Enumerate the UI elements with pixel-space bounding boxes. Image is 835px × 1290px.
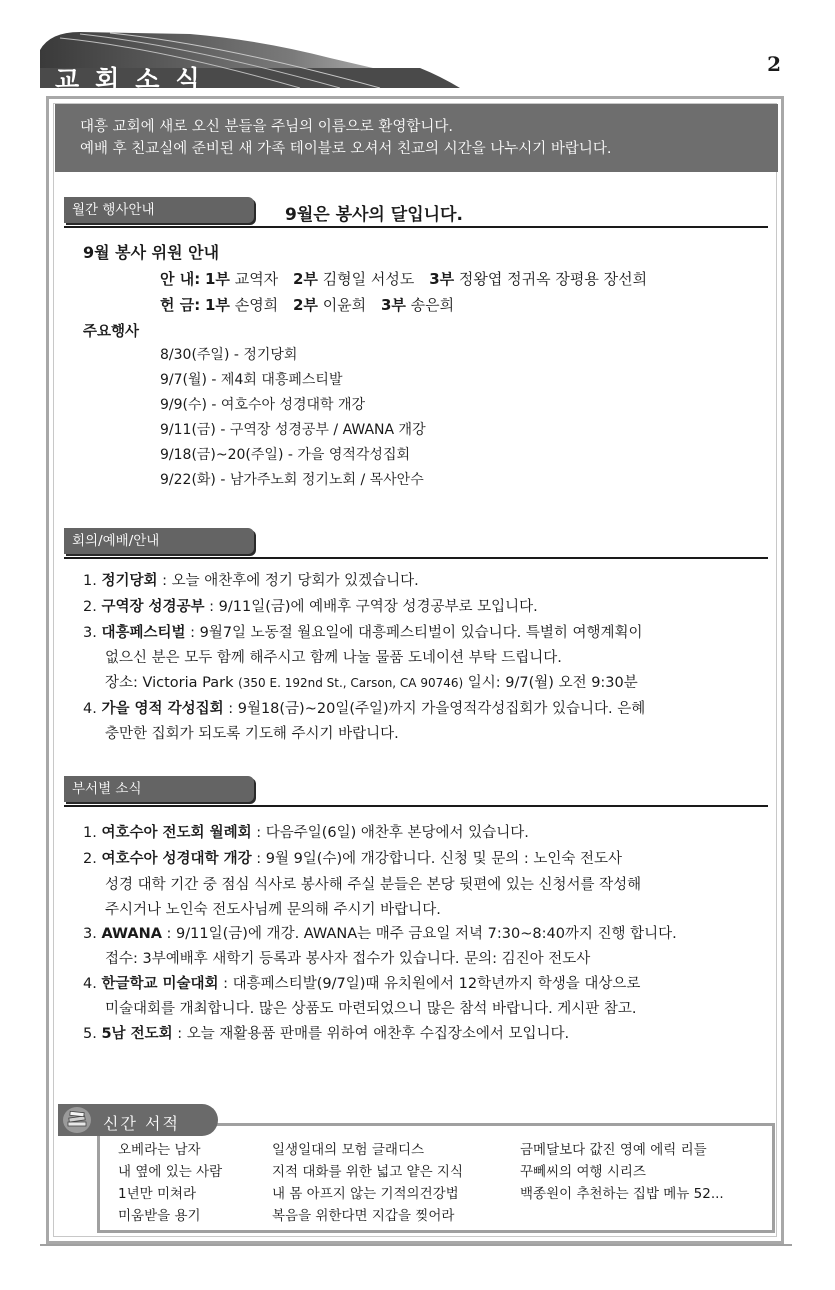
footer-rule — [40, 1244, 792, 1246]
department-item — [83, 972, 640, 993]
department-item — [83, 1022, 569, 1043]
event-item: 9/9(수) - 여호수아 성경대학 개강 — [160, 397, 366, 413]
part-label: 2부 — [292, 296, 318, 314]
new-books-title: 신간 서적 — [103, 1114, 180, 1133]
department-item — [83, 847, 622, 868]
item-text: : 9/11일(금)에 개강. AWANA는 매주 금요일 저녁 7:30~8:40까지 진행 합니다. — [161, 926, 677, 942]
item-title: AWANA — [101, 926, 162, 942]
volunteer-names: 교역자 — [234, 270, 279, 288]
item-text: : 오늘 재활용품 판매를 위하여 애찬후 수집장소에서 모입니다. — [172, 1026, 570, 1042]
guide-row — [160, 268, 647, 289]
item-title: 정기당회 — [101, 573, 158, 589]
festival-place-line — [105, 671, 638, 692]
monthly-headline: 9월은 봉사의 달입니다. — [285, 205, 463, 225]
item-number: 4. — [83, 701, 97, 717]
volunteer-names: 이윤희 — [322, 296, 367, 314]
book-title: 지적 대화를 위한 넓고 얕은 지식 — [272, 1164, 463, 1180]
volunteers-title: 9월 봉사 위원 안내 — [83, 243, 220, 262]
welcome-line: 예배 후 친교실에 준비된 새 가족 테이블로 오셔서 친교의 시간을 나누시기 바랍니다. — [80, 141, 612, 157]
book-title: 1년만 미쳐라 — [118, 1186, 197, 1202]
item-text: : 9/11일(금)에 예배후 구역장 성경공부로 모입니다. — [204, 599, 538, 615]
item-text: : 9월18(금)~20일(주일)까지 가을영적각성집회가 있습니다. 은혜 — [223, 701, 646, 717]
section-tab-meetings: 회의/예배/안내 — [64, 528, 254, 554]
item-text: : 대흥페스티발(9/7일)때 유치원에서 12학년까지 학생을 대상으로 — [218, 976, 641, 992]
item-number: 4. — [83, 976, 97, 992]
section-rule — [64, 557, 768, 559]
item-text: : 9월 9일(수)에 개강합니다. 신청 및 문의 : 노인숙 전도사 — [251, 851, 622, 867]
item-text: : 오늘 애찬후에 정기 당회가 있겠습니다. — [157, 573, 419, 589]
department-item-continued: 성경 대학 기간 중 점심 식사로 봉사해 주실 분들은 본당 뒷편에 있는 신청서를 작성해 — [105, 877, 642, 893]
part-label: 2부 — [292, 270, 318, 288]
section-rule — [64, 805, 768, 807]
meeting-item-continued: 충만한 집회가 되도록 기도해 주시기 바랍니다. — [105, 726, 399, 742]
item-title: 대흥페스티벌 — [101, 625, 186, 641]
item-title: 한글학교 미술대회 — [101, 976, 219, 992]
section-tab-departments: 부서별 소식 — [64, 776, 254, 802]
event-item: 9/22(화) - 남가주노회 정기노회 / 목사안수 — [160, 472, 424, 488]
meeting-item — [83, 595, 538, 616]
book-title: 오베라는 남자 — [118, 1142, 201, 1158]
meeting-item — [83, 621, 643, 642]
item-title: 5남 전도회 — [101, 1026, 173, 1042]
event-item: 8/30(주일) - 정기당회 — [160, 347, 298, 363]
item-number: 5. — [83, 1026, 97, 1042]
place-address: (350 E. 192nd St., Carson, CA 90746) — [238, 676, 464, 690]
item-number: 1. — [83, 573, 97, 589]
volunteer-names: 김형일 서성도 — [322, 270, 415, 288]
book-title: 일생일대의 모험 글래디스 — [272, 1142, 425, 1158]
part-label: 3부 — [429, 270, 455, 288]
offering-row — [160, 294, 454, 315]
place-label: 장소: Victoria Park — [105, 675, 239, 691]
event-item: 9/11(금) - 구역장 성경공부 / AWANA 개강 — [160, 422, 426, 438]
item-text: : 다음주일(6일) 애찬후 본당에서 있습니다. — [251, 825, 529, 841]
department-item-continued: 미술대회를 개최합니다. 많은 상품도 마련되었으니 많은 참석 바랍니다. 게시판 참고. — [105, 1001, 637, 1017]
part-label: 1부 — [204, 270, 230, 288]
page-number: 2 — [767, 52, 781, 76]
item-text: : 9월7일 노동절 월요일에 대흥페스티벌이 있습니다. 특별히 여행계획이 — [185, 625, 643, 641]
department-item-continued: 접수: 3부예배후 새학기 등록과 봉사자 접수가 있습니다. 문의: 김진아 전도사 — [105, 951, 591, 967]
event-item: 9/18(금)~20(주일) - 가을 영적각성집회 — [160, 447, 410, 463]
item-number: 2. — [83, 599, 97, 615]
item-title: 여호수아 성경대학 개강 — [101, 851, 252, 867]
festival-time: 일시: 9/7(월) 오전 9:30분 — [463, 675, 638, 691]
offering-label: 헌 금: — [160, 296, 201, 314]
item-number: 1. — [83, 825, 97, 841]
page-title: 교회소식 — [55, 65, 216, 94]
section-tab-monthly: 월간 행사안내 — [64, 197, 254, 223]
meeting-item-continued: 없으신 분은 모두 함께 해주시고 함께 나눌 물품 도네이션 부탁 드립니다. — [105, 650, 562, 666]
book-title: 백종원이 추천하는 집밥 메뉴 52... — [520, 1186, 724, 1202]
meeting-item — [83, 697, 645, 718]
volunteer-names: 손영희 — [234, 296, 279, 314]
meeting-item — [83, 569, 419, 590]
events-title: 주요행사 — [83, 324, 140, 340]
part-label: 3부 — [380, 296, 406, 314]
book-title: 내 옆에 있는 사람 — [118, 1164, 223, 1180]
item-title: 구역장 성경공부 — [101, 599, 205, 615]
books-icon — [62, 1106, 92, 1134]
welcome-line: 대흥 교회에 새로 오신 분들을 주님의 이름으로 환영합니다. — [80, 119, 454, 135]
book-title: 미움받을 용기 — [118, 1208, 201, 1224]
volunteer-names: 정왕엽 정귀옥 장평용 장선희 — [458, 270, 648, 288]
department-item — [83, 821, 529, 842]
book-title: 복음을 위한다면 지갑을 찢어라 — [272, 1208, 455, 1224]
item-title: 여호수아 전도회 월례회 — [101, 825, 252, 841]
guide-label: 안 내: — [160, 270, 201, 288]
item-title: 가을 영적 각성집회 — [101, 701, 224, 717]
welcome-banner — [55, 104, 778, 172]
item-number: 3. — [83, 625, 97, 641]
event-item: 9/7(월) - 제4회 대흥페스티발 — [160, 372, 343, 388]
book-title: 꾸뻬씨의 여행 시리즈 — [520, 1164, 646, 1180]
section-rule — [64, 226, 768, 228]
volunteer-names: 송은희 — [410, 296, 455, 314]
item-number: 2. — [83, 851, 97, 867]
department-item — [83, 922, 677, 943]
part-label: 1부 — [204, 296, 230, 314]
department-item-continued: 주시거나 노인숙 전도사님께 문의해 주시기 바랍니다. — [105, 902, 441, 918]
item-number: 3. — [83, 926, 97, 942]
book-title: 금메달보다 값진 영예 에릭 리들 — [520, 1142, 707, 1158]
book-title: 내 몸 아프지 않는 기적의건강법 — [272, 1186, 459, 1202]
